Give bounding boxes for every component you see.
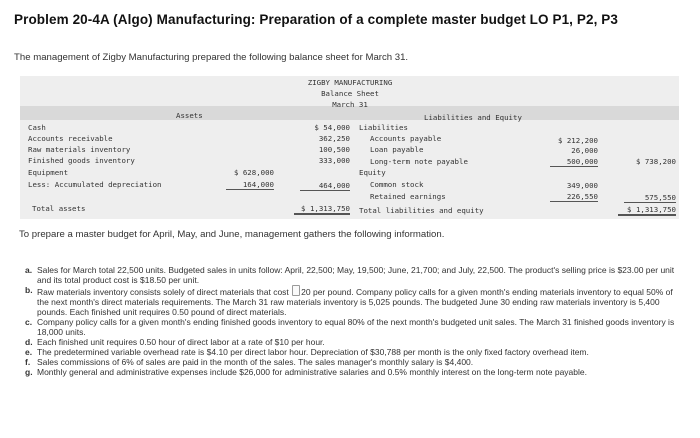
bs-liability-amount: 500,000 <box>550 157 598 167</box>
bs-asset-label: Less: Accumulated depreciation <box>28 180 162 189</box>
info-list <box>20 265 680 377</box>
bs-liability-amount: $ 212,200 <box>557 136 598 145</box>
bs-statement-name: Balance Sheet <box>321 89 379 98</box>
bs-asset-label: Accounts receivable <box>28 134 113 143</box>
bs-equity-amount: 226,550 <box>550 192 598 202</box>
mouse-cursor-icon <box>292 285 300 296</box>
bs-asset-amount: $ 54,000 <box>314 123 350 132</box>
item-text: 20 per pound. Company policy calls for a given month's ending materials inventory to equal 50% of the next month's direct materials requirements. The March 31 raw materials inventory is 5,025 pounds. The budgeted June 30 ending raw materials inventory is 5,400 pounds. Each finished unit requires 0.50 pound of direct materials. <box>37 287 673 317</box>
item-text: Sales commissions of 6% of sales are paid in the month of the sales. The sales manager's monthly salary is $4,400. <box>37 357 474 367</box>
bs-asset-amount: 100,500 <box>318 145 350 154</box>
bs-assets-header: Assets <box>176 111 203 120</box>
bs-asset-label: Raw materials inventory <box>28 145 131 154</box>
bs-asset-amount: 362,250 <box>318 134 350 143</box>
bs-liability-label: Long-term note payable <box>370 157 468 166</box>
bs-asset-amount: 333,000 <box>318 156 350 165</box>
item-text: Raw materials inventory consists solely of direct materials that cost <box>37 287 292 297</box>
item-label: e. <box>25 347 33 357</box>
bs-liability-label: Loan payable <box>370 145 424 154</box>
bs-total-le-label: Total liabilities and equity <box>359 206 484 215</box>
item-text: Monthly general and administrative expenses include $26,000 for administrative salaries and 0.5% monthly interest on the long-term note payable. <box>37 367 587 377</box>
bs-liability-amount: 26,000 <box>571 146 598 155</box>
bs-asset-label: Cash <box>28 123 46 132</box>
bs-equity-amount: 349,000 <box>566 181 598 190</box>
bs-date: March 31 <box>332 100 368 109</box>
bs-asset-label: Finished goods inventory <box>28 156 135 165</box>
list-item <box>20 317 680 337</box>
bs-accum-depr-amount: 164,000 <box>226 180 274 190</box>
item-text: The predetermined variable overhead rate is $4.10 per direct labor hour. Depreciation of $30,788 per month is the only fixed factory overhead item. <box>37 347 589 357</box>
bs-asset-label: Equipment <box>28 168 69 177</box>
page-title: Problem 20-4A (Algo) Manufacturing: Preparation of a complete master budget LO P1, P2, P3 <box>14 12 619 27</box>
item-label: b. <box>25 285 33 295</box>
list-item <box>20 357 680 367</box>
list-item <box>20 347 680 357</box>
bs-equity-item-label: Common stock <box>370 180 424 189</box>
bs-total-assets-label: Total assets <box>32 204 86 213</box>
gather-text: To prepare a master budget for April, May, and June, management gathers the following information. <box>19 229 445 240</box>
item-label: f. <box>25 357 31 367</box>
list-item <box>20 265 680 285</box>
item-text: Sales for March total 22,500 units. Budgeted sales in units follow: April, 22,500; May, 19,500; June, 21,700; and July, 22,500. The product's selling price is $23.00 per unit and its total product cost is $18.50 per unit. <box>37 265 675 285</box>
bs-total-le: $ 1,313,750 <box>618 205 676 216</box>
item-label: g. <box>25 367 33 377</box>
list-item <box>20 285 680 317</box>
bs-liabilities-total: $ 738,200 <box>635 157 676 166</box>
item-text: Company policy calls for a given month's ending finished goods inventory to equal 80% of the next month's budgeted unit sales. The March 31 finished goods inventory is 18,000 units. <box>37 317 675 337</box>
bs-equity-item-label: Retained earnings <box>370 192 446 201</box>
list-item <box>20 337 680 347</box>
bs-equipment-amount: $ 628,000 <box>233 168 274 177</box>
list-item <box>20 367 680 377</box>
bs-total-assets: $ 1,313,750 <box>294 204 350 215</box>
bs-asset-amount: 464,000 <box>300 181 350 191</box>
intro-text: The management of Zigby Manufacturing prepared the following balance sheet for March 31. <box>14 52 409 63</box>
bs-company-name: ZIGBY MANUFACTURING <box>307 78 393 87</box>
item-label: d. <box>25 337 33 347</box>
item-label: a. <box>25 265 33 275</box>
bs-liabilities-header: Liabilities and Equity <box>424 113 522 122</box>
item-text: Each finished unit requires 0.50 hour of direct labor at a rate of $10 per hour. <box>37 337 325 347</box>
bs-equity-total: 575,550 <box>624 193 676 203</box>
item-label: c. <box>25 317 33 327</box>
bs-equity-label: Equity <box>359 168 386 177</box>
bs-liabilities-label: Liabilities <box>359 123 408 132</box>
bs-liability-label: Accounts payable <box>370 134 442 143</box>
